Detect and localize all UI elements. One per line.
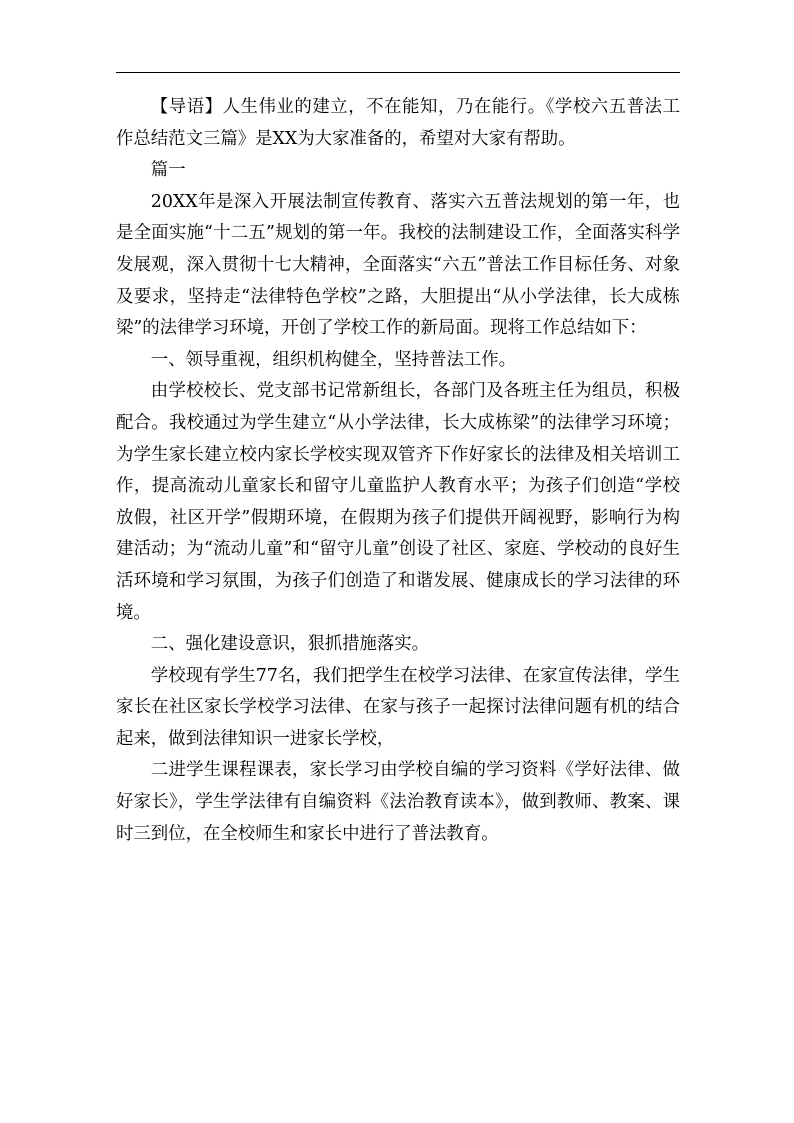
subheading-one: 一、领导重视，组织机构健全，坚持普法工作。 xyxy=(150,349,517,370)
header-rule xyxy=(116,72,680,73)
body-paragraph: 20XX年是深入开展法制宣传教育、落实六五普法规划的第一年，也是全面实施“十二五”规划的第一年。我校的法制建设工作，全面落实科学发展观，深入贯彻十七大精神，全面落实“六五”普法工作目标任务、对象及要求，坚持走“法律特色学校”之路，大胆提出“从小学法律，长大成栋梁”的法律学习环境，开创了学校工作的新局面。现将工作总结如下： xyxy=(116,191,680,339)
body-paragraph: 学校现有学生77名，我们把学生在校学习法律、在家宣传法律，学生家长在社区家长学校学习法律、在家与孩子一起探讨法律问题有机的结合起来，做到法律知识一进家长学校， xyxy=(116,665,680,749)
body-paragraph: 由学校校长、党支部书记常新组长，各部门及各班主任为组员，积极配合。我校通过为学生建立“从小学法律，长大成栋梁”的法律学习环境；为学生家长建立校内家长学校实现双管齐下作好家长的法律及相关培训工作，提高流动儿童家长和留守儿童监护人教育水平；为孩子们创造“学校放假，社区开学”假期环境，在假期为孩子们提供开阔视野，影响行为构建活动；为“流动儿童”和“留守儿童”创设了社区、家庭、学校动的良好生活环境和学习氛围，为孩子们创造了和谐发展、健康成长的学习法律的环境。 xyxy=(116,381,680,623)
document-body xyxy=(116,92,680,850)
subheading-two: 二、强化建设意识，狠抓措施落实。 xyxy=(150,634,430,655)
section-heading-part-one: 篇一 xyxy=(150,160,186,181)
body-paragraph: 二进学生课程课表，家长学习由学校自编的学习资料《学好法律、做好家长》，学生学法律有自编资料《法治教育读本》，做到教师、教案、课时三到位，在全校师生和家长中进行了普法教育。 xyxy=(116,760,680,844)
intro-paragraph: 【导语】人生伟业的建立，不在能知，乃在能行。《学校六五普法工作总结范文三篇》是XX为大家准备的，希望对大家有帮助。 xyxy=(116,97,680,149)
